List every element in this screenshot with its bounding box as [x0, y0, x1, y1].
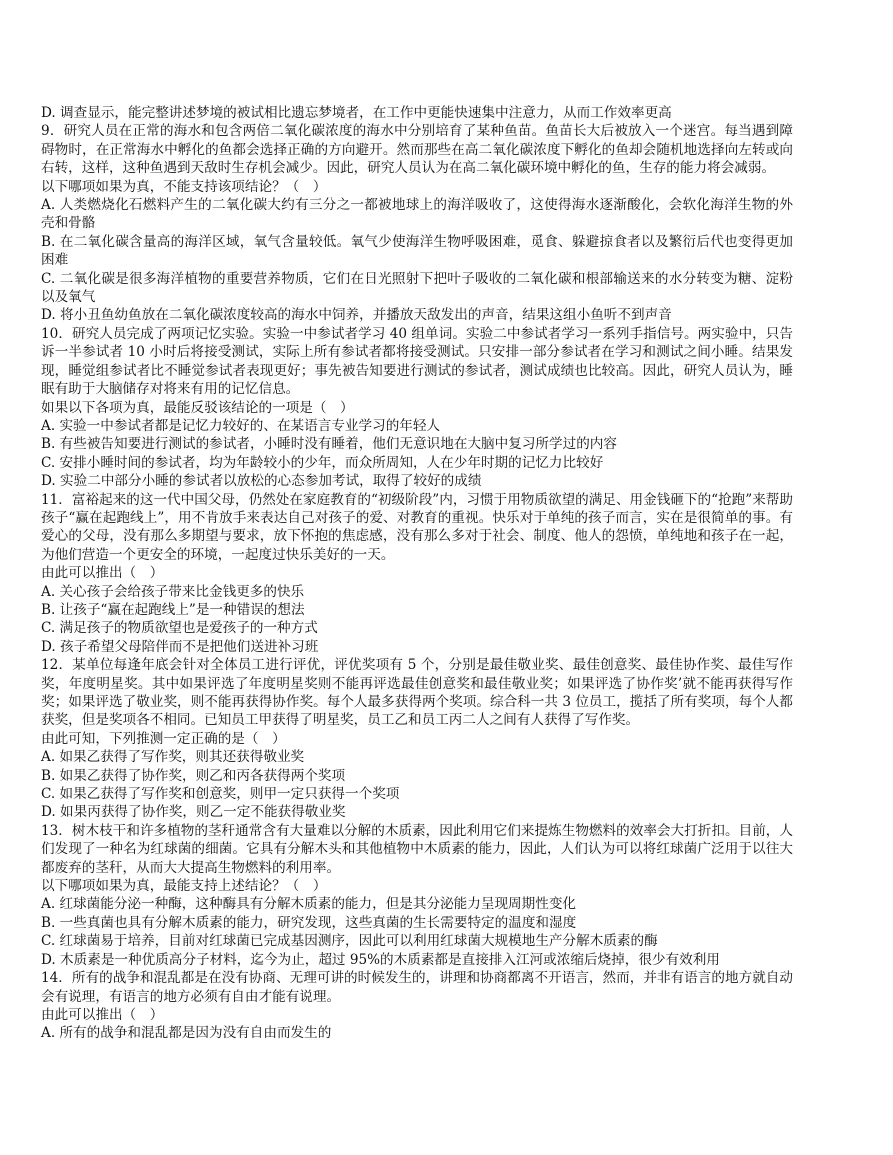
question-stem: 13．树木枝干和许多植物的茎秆通常含有大量难以分解的木质素，因此利用它们来提炼生物燃料的效率会大打折扣。目前，人们发现了一种名为红球菌的细菌。它具有分解木头和其他植物中木质素的能力，因此，人们认为可以将红球菌广泛用于以往大都废弃的茎秆，从而大大提高生物燃料的利用率。 — [41, 822, 793, 876]
question-12 — [41, 656, 793, 822]
option-b: B. 如果乙获得了协作奖，则乙和丙各获得两个奖项 — [41, 767, 346, 784]
option-d: D. 实验二中部分小睡的参试者以放松的心态参加考试，取得了较好的成绩 — [41, 473, 482, 490]
option-a: A. 关心孩子会给孩子带来比金钱更多的快乐 — [41, 583, 305, 600]
option-a: A. 实验一中参试者都是记忆力较好的、在某语言专业学习的年轻人 — [41, 417, 441, 434]
exam-page — [41, 104, 793, 1043]
question-prompt: 如果以下各项为真，最能反驳该结论的一项是（ ） — [41, 399, 354, 416]
option-c: C. 红球菌易于培养，目前对红球菌已完成基因测序，因此可以利用红球菌大规模地生产分解木质素的酶 — [41, 933, 658, 950]
question-prompt: 由此可以推出（ ） — [41, 1006, 164, 1023]
option-d: D. 木质素是一种优质高分子材料，迄今为止，超过 95%的木质素都是直接排入江河或浓缩后烧掉，很少有效利用 — [41, 951, 720, 968]
q8-option-d: D. 调查显示，能完整讲述梦境的被试相比遗忘梦境者，在工作中更能快速集中注意力，从而工作效率更高 — [41, 105, 672, 121]
question-prompt: 由此可知，下列推测一定正确的是（ ） — [41, 730, 286, 747]
option-a: A. 人类燃烧化石燃料产生的二氧化碳大约有三分之一都被地球上的海洋吸收了，这使得海水逐渐酸化，会软化海洋生物的外壳和骨骼 — [41, 197, 793, 232]
question-stem: 12．某单位每逢年底会针对全体员工进行评优，评优奖项有 5 个，分别是最佳敬业奖、最佳创意奖、最佳协作奖、最佳写作奖，年度明星奖。其中如果评选了年度明星奖则不能再评选最佳创意奖和最佳敬业奖；如果评选了协作奖’就不能再获得写作奖；如果评选了敬业奖，则不能再获得协作奖。每个人最多获得两个奖项。综合科一共 3 位员工，揽括了所有奖项，每个人都获奖，但是奖项各不相同。已知员工甲获得了明星奖，员工乙和员工丙二人之间有人获得了写作奖。 — [41, 657, 793, 729]
option-b: B. 在二氧化碳含量高的海洋区域，氧气含量较低。氧气少使海洋生物呼吸困难，觅食、躲避掠食者以及繁衍后代也变得更加困难 — [41, 233, 793, 269]
option-b: B. 一些真菌也具有分解木质素的能力，研究发现，这些真菌的生长需要特定的温度和湿度 — [41, 914, 577, 931]
question-stem: 9．研究人员在正常的海水和包含两倍二氧化碳浓度的海水中分别培育了某种鱼苗。鱼苗长大后被放入一个迷宫。每当遇到障碍物时，在正常海水中孵化的鱼都会选择正确的方向避开。然而那些在高二氧化碳浓度下孵化的鱼却会随机地选择向左转或向右转，这样，这种鱼遇到天敌时生存机会减少。因此，研究人员认为在高二氧化碳环境中孵化的鱼，生存的能力将会减弱。 — [41, 123, 793, 177]
question-prompt: 由此可以推出（ ） — [41, 565, 164, 582]
question-prompt: 以下哪项如果为真，不能支持该项结论？（ ） — [41, 178, 327, 195]
option-c: C. 如果乙获得了写作奖和创意奖，则甲一定只获得一个奖项 — [41, 786, 400, 803]
option-d: D. 如果丙获得了协作奖，则乙一定不能获得敬业奖 — [41, 804, 346, 821]
question-stem: 14．所有的战争和混乱都是在没有协商、无理可讲的时候发生的，讲理和协商都离不开语言，然而，并非有语言的地方就自动会有说理，有语言的地方必须有自由才能有说理。 — [41, 970, 793, 1005]
option-a: A. 所有的战争和混乱都是因为没有自由而发生的 — [41, 1025, 332, 1042]
question-prompt: 以下哪项如果为真，最能支持上述结论？（ ） — [41, 878, 327, 895]
option-b: B. 让孩子“赢在起跑线上”是一种错误的想法 — [41, 601, 305, 618]
question-13 — [41, 822, 793, 969]
question-11 — [41, 491, 793, 657]
question-stem: 10．研究人员完成了两项记忆实验。实验一中参试者学习 40 组单词。实验二中参试者学习一系列手指信号。两实验中，只告诉一半参试者 10 小时后将接受测试，实际上所有参试者都将接受测试。只安排一部分参试者在学习和测试之间小睡。结果发现，睡觉组参试者比不睡觉参试者表现更好；事先被告知要进行测试的参试者，测试成绩也比较高。因此，研究人员认为，睡眠有助于大脑储存对将来有用的记忆信息。 — [41, 325, 793, 398]
option-a: A. 如果乙获得了写作奖，则其还获得敬业奖 — [41, 749, 305, 766]
option-a: A. 红球菌能分泌一种酶，这种酶具有分解木质素的能力，但是其分泌能力呈现周期性变化 — [41, 896, 577, 913]
option-c: C. 满足孩子的物质欲望也是爱孩子的一种方式 — [41, 620, 318, 637]
option-d: D. 孩子希望父母陪伴而不是把他们送进补习班 — [41, 638, 319, 655]
question-14 — [41, 969, 793, 1043]
question-stem: 11．富裕起来的这一代中国父母，仍然处在家庭教育的“初级阶段”内，习惯于用物质欲望的满足、用金钱砸下的“抢跑”来帮助孩子“赢在起跑线上”，用不肯放手来表达自己对孩子的爱、对教育的重视。快乐对于单纯的孩子而言，实在是很简单的事。有爱心的父母，没有那么多期望与要求，放下怀抱的焦虑感，没有那么多对于社会、制度、他人的怨愤，单纯地和孩子在一起，为他们营造一个更安全的环境，一起度过快乐美好的一天。 — [41, 491, 793, 563]
option-d: D. 将小丑鱼幼鱼放在二氧化碳浓度较高的海水中饲养，并播放天敌发出的声音，结果这组小鱼听不到声音 — [41, 307, 672, 324]
option-b: B. 有些被告知要进行测试的参试者，小睡时没有睡着，他们无意识地在大脑中复习所学过的内容 — [41, 436, 617, 453]
question-9 — [41, 122, 793, 324]
option-c: C. 安排小睡时间的参试者，均为年龄较小的少年，而众所周知，人在少年时期的记忆力比较好 — [41, 454, 604, 471]
question-10 — [41, 325, 793, 491]
option-c: C. 二氧化碳是很多海洋植物的重要营养物质，它们在日光照射下把叶子吸收的二氧化碳和根部输送来的水分转变为糖、淀粉以及氧气 — [41, 270, 793, 306]
